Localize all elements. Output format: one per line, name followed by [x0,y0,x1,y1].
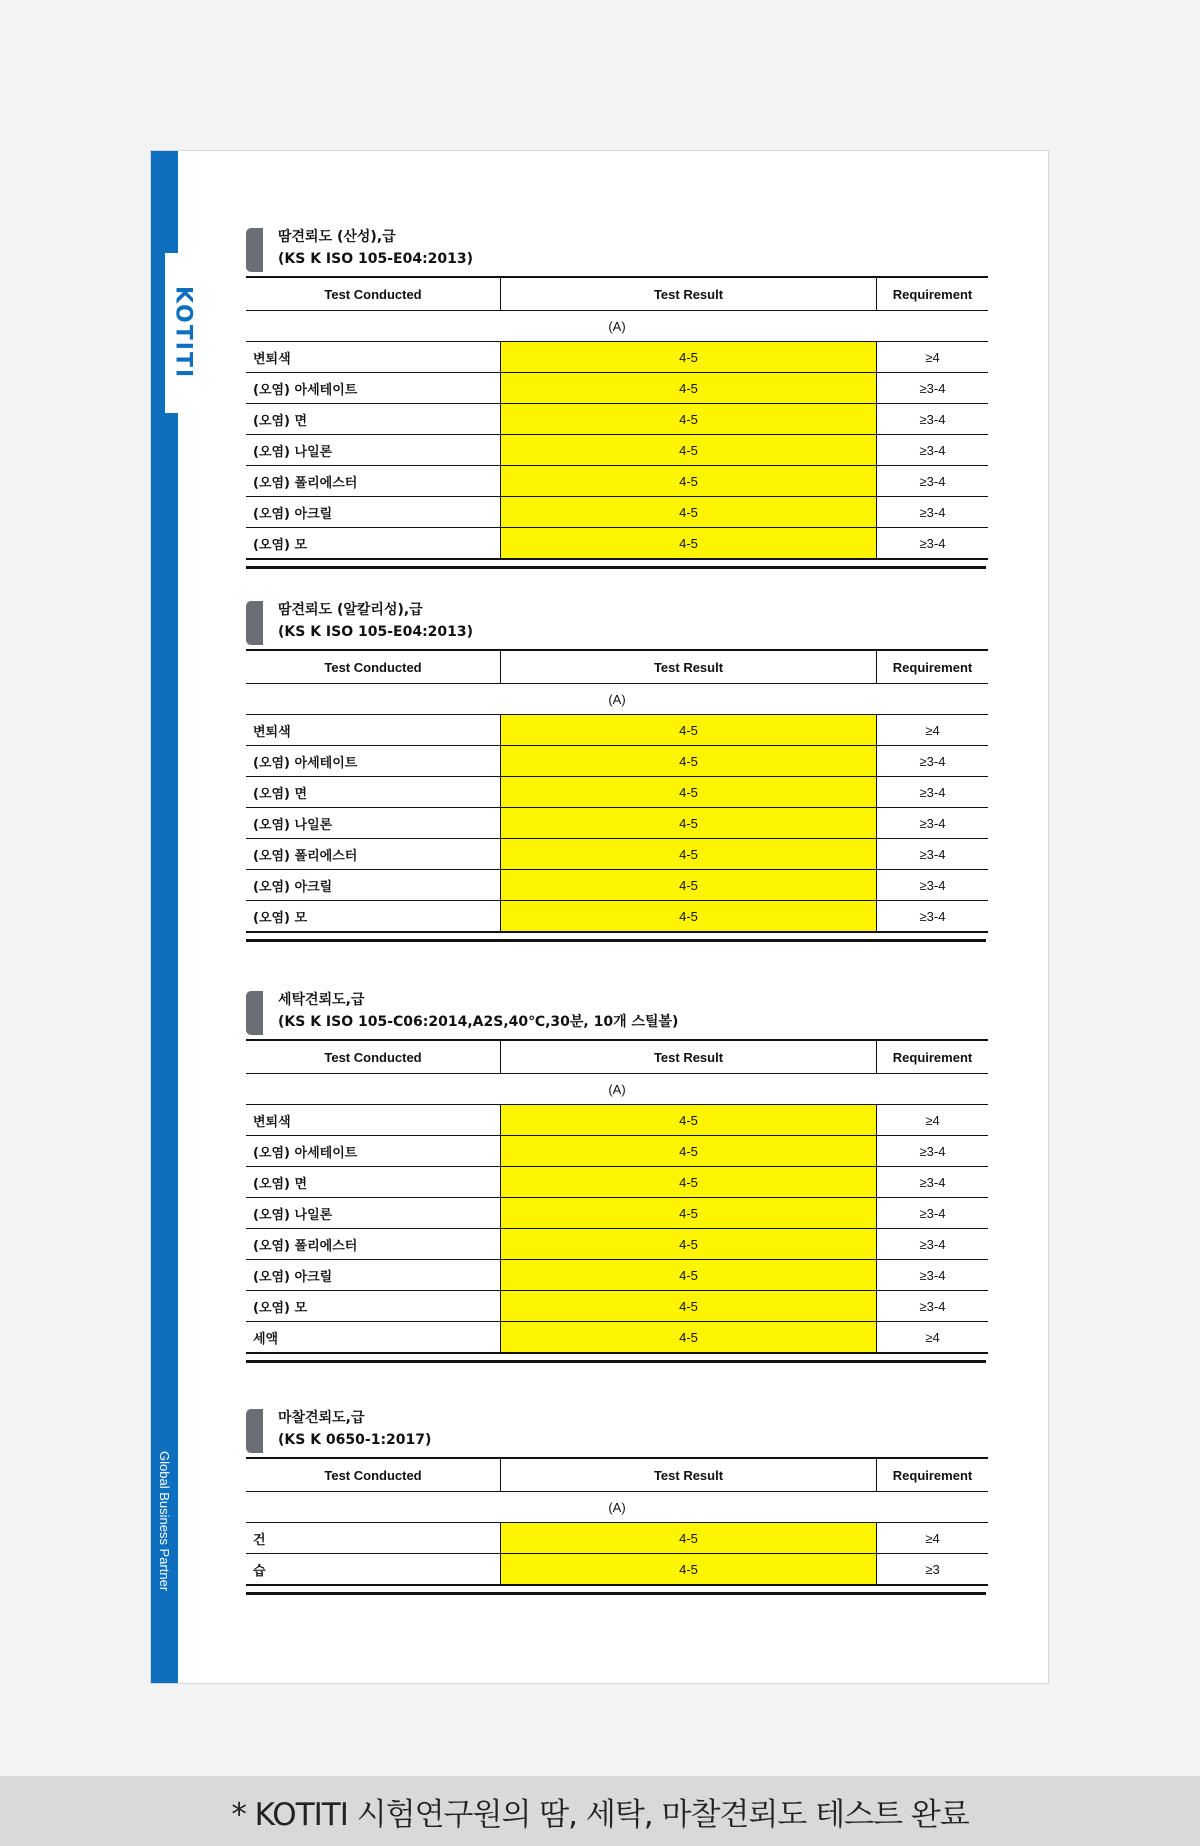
requirement-value: ≥4 [877,1105,989,1136]
requirement-value: ≥3 [877,1554,989,1586]
test-section [246,599,986,942]
section-standard: (KS K ISO 105-C06:2014,A2S,40℃,30분, 10개 스틸볼) [278,1014,679,1030]
test-result-value: 4-5 [501,1322,877,1354]
table-row [246,404,988,435]
requirement-value: ≥3-4 [877,1229,989,1260]
sample-label: (A) [246,1492,988,1523]
requirement-value: ≥4 [877,342,989,373]
requirement-value: ≥3-4 [877,839,989,870]
section-standard: (KS K ISO 105-E04:2013) [278,251,474,267]
test-result-value: 4-5 [501,1291,877,1322]
sample-label: (A) [246,1074,988,1105]
requirement-value: ≥3-4 [877,404,989,435]
header-test-conducted: Test Conducted [246,277,501,311]
table-row [246,528,988,560]
table-row [246,1322,988,1354]
requirement-value: ≥3-4 [877,1167,989,1198]
section-marker [246,601,263,645]
test-item-label: (오염) 면 [246,404,501,435]
table-row [246,808,988,839]
requirement-value: ≥3-4 [877,746,989,777]
tagline-text: Global Business Partner [157,1451,172,1592]
table-row [246,1198,988,1229]
header-test-result: Test Result [501,1040,877,1074]
test-result-value: 4-5 [501,1136,877,1167]
test-result-value: 4-5 [501,1554,877,1586]
test-item-label: (오염) 폴리에스터 [246,839,501,870]
results-table [246,276,988,560]
section-header [246,1407,986,1457]
table-end-rule [246,1360,986,1363]
test-item-label: (오염) 폴리에스터 [246,466,501,497]
sub-header-row [246,311,988,342]
test-result-value: 4-5 [501,1523,877,1554]
test-result-value: 4-5 [501,373,877,404]
test-item-label: (오염) 폴리에스터 [246,1229,501,1260]
test-result-value: 4-5 [501,839,877,870]
test-item-label: (오염) 아세테이트 [246,373,501,404]
results-table [246,1457,988,1586]
table-row [246,435,988,466]
test-result-value: 4-5 [501,1105,877,1136]
sample-label: (A) [246,311,988,342]
test-item-label: (오염) 아크릴 [246,497,501,528]
test-result-value: 4-5 [501,342,877,373]
sample-label: (A) [246,684,988,715]
test-result-value: 4-5 [501,777,877,808]
requirement-value: ≥3-4 [877,373,989,404]
table-row [246,839,988,870]
header-test-conducted: Test Conducted [246,1458,501,1492]
header-requirement: Requirement [877,277,989,311]
test-item-label: (오염) 나일론 [246,1198,501,1229]
table-row [246,1291,988,1322]
test-item-label: (오염) 모 [246,1291,501,1322]
table-row [246,497,988,528]
test-result-value: 4-5 [501,1198,877,1229]
test-item-label: (오염) 모 [246,528,501,560]
test-item-label: 습 [246,1554,501,1586]
requirement-value: ≥4 [877,1523,989,1554]
test-result-value: 4-5 [501,1229,877,1260]
sub-header-row [246,1492,988,1523]
requirement-value: ≥3-4 [877,466,989,497]
section-title-text: 땀견뢰도 (산성),급 [278,229,396,245]
results-table [246,649,988,933]
test-item-label: 건 [246,1523,501,1554]
table-row [246,1554,988,1586]
test-item-label: (오염) 면 [246,1167,501,1198]
test-result-value: 4-5 [501,1260,877,1291]
sub-header-row [246,1074,988,1105]
section-title-text: 세탁견뢰도,급 [278,992,365,1008]
table-end-rule [246,939,986,942]
test-result-value: 4-5 [501,808,877,839]
logo-tab [165,253,201,413]
section-title [278,599,473,643]
section-header [246,226,986,276]
section-header [246,599,986,649]
header-test-result: Test Result [501,650,877,684]
requirement-value: ≥4 [877,715,989,746]
section-marker [246,228,263,272]
requirement-value: ≥3-4 [877,808,989,839]
requirement-value: ≥3-4 [877,901,989,933]
test-item-label: 세액 [246,1322,501,1354]
sub-header-row [246,684,988,715]
test-result-value: 4-5 [501,435,877,466]
section-marker [246,1409,263,1453]
test-result-value: 4-5 [501,1167,877,1198]
requirement-value: ≥3-4 [877,777,989,808]
header-test-result: Test Result [501,277,877,311]
caption-text: * KOTITI 시험연구원의 땀, 세탁, 마찰견뢰도 테스트 완료 [231,1796,969,1833]
table-row [246,901,988,933]
requirement-value: ≥3-4 [877,1136,989,1167]
requirement-value: ≥3-4 [877,1291,989,1322]
table-row [246,777,988,808]
requirement-value: ≥3-4 [877,1198,989,1229]
test-item-label: (오염) 나일론 [246,808,501,839]
test-section [246,989,986,1363]
test-item-label: (오염) 아크릴 [246,870,501,901]
table-row [246,746,988,777]
section-title [278,226,473,270]
table-row [246,1136,988,1167]
test-item-label: (오염) 아크릴 [246,1260,501,1291]
results-table [246,1039,988,1354]
header-test-result: Test Result [501,1458,877,1492]
header-requirement: Requirement [877,1040,989,1074]
test-result-value: 4-5 [501,528,877,560]
test-result-value: 4-5 [501,466,877,497]
test-item-label: (오염) 아세테이트 [246,746,501,777]
test-item-label: (오염) 면 [246,777,501,808]
report-page [150,150,1049,1684]
test-result-value: 4-5 [501,901,877,933]
side-tagline [151,1451,178,1611]
header-requirement: Requirement [877,650,989,684]
table-row [246,870,988,901]
caption-bar [0,1776,1200,1846]
test-item-label: 변퇴색 [246,1105,501,1136]
requirement-value: ≥3-4 [877,1260,989,1291]
section-title [278,989,678,1033]
section-standard: (KS K ISO 105-E04:2013) [278,624,474,640]
table-row [246,373,988,404]
test-section [246,226,986,569]
test-item-label: (오염) 모 [246,901,501,933]
test-item-label: 변퇴색 [246,715,501,746]
header-requirement: Requirement [877,1458,989,1492]
test-section [246,1407,986,1595]
requirement-value: ≥4 [877,1322,989,1354]
requirement-value: ≥3-4 [877,870,989,901]
section-marker [246,991,263,1035]
requirement-value: ≥3-4 [877,435,989,466]
requirement-value: ≥3-4 [877,497,989,528]
test-result-value: 4-5 [501,746,877,777]
table-row [246,466,988,497]
header-test-conducted: Test Conducted [246,1040,501,1074]
table-row [246,342,988,373]
table-end-rule [246,566,986,569]
test-item-label: 변퇴색 [246,342,501,373]
table-row [246,1167,988,1198]
table-row [246,715,988,746]
section-title-text: 마찰견뢰도,급 [278,1410,365,1426]
test-result-value: 4-5 [501,715,877,746]
section-title-text: 땀견뢰도 (알칼리성),급 [278,602,423,618]
test-result-value: 4-5 [501,497,877,528]
section-standard: (KS K 0650-1:2017) [278,1432,432,1448]
table-end-rule [246,1592,986,1595]
header-test-conducted: Test Conducted [246,650,501,684]
test-result-value: 4-5 [501,404,877,435]
test-item-label: (오염) 나일론 [246,435,501,466]
section-title [278,1407,431,1451]
test-item-label: (오염) 아세테이트 [246,1136,501,1167]
requirement-value: ≥3-4 [877,528,989,560]
table-row [246,1105,988,1136]
table-row [246,1523,988,1554]
table-row [246,1229,988,1260]
kotiti-logo: KOTITI [170,286,196,380]
section-header [246,989,986,1039]
table-row [246,1260,988,1291]
test-result-value: 4-5 [501,870,877,901]
